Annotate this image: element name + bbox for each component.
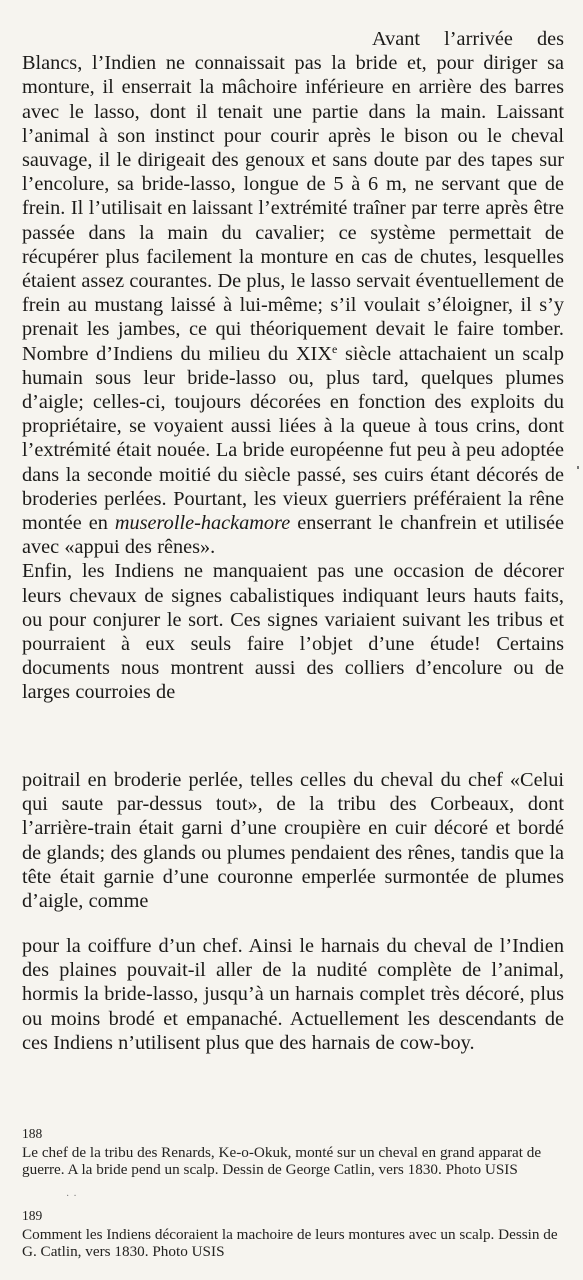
figure-caption-189: [22, 1207, 564, 1261]
text-block-middle: [22, 768, 564, 913]
margin-speck: [577, 466, 579, 469]
text-block-top: [22, 27, 564, 705]
paragraph-decorations: Enfin, les Indiens ne manquaient pas une occasion de décorer leurs chevaux de signes cabalistiques indiquant leurs hauts faits, ou pour conjurer le sort. Ces signes variaient suivant les tribus et pourraient à eux seuls faire l’objet d’une étude! Certains documents nous montrent aussi des colliers d’encolure ou de larges courroies de: [22, 560, 564, 704]
text-block-bottom: [22, 934, 564, 1055]
caption-text: Comment les Indiens décoraient la machoire de leurs montures avec un scalp. Dessin de G. Catlin, vers 1830. Photo USIS: [22, 1225, 558, 1260]
paragraph-chief-horse: poitrail en broderie perlée, telles celles du cheval du chef «Celui qui saute par-dessus tout», de la tribu des Corbeaux, dont l’arrière-train était garni d’une croupière en cuir décoré et bordé de glands; des glands ou plumes pendaient des rênes, tandis que la tête était garnie d’une couronne emperlée surmontée de plumes d’aigle, comme: [22, 769, 564, 913]
paragraph-text: enserrant le chanfrein et utilisée avec «appui des rênes».: [22, 512, 564, 559]
paragraph-text: Avant l’arrivée des Blancs, l’Indien ne connaissait pas la bride et, pour diriger sa monture, il enserrait la mâchoire inférieure en arrière des barres avec le lasso, dont il tenait une partie dans la main. Laissant l’animal à son instinct pour courir après le bison ou le cheval sauvage, il le dirigeait des genoux et sans doute par des tapes sur l’encolure, sa bride-lasso, longue de 5 à 6 m, ne servant que de frein. Il l’utilisait en laissant l’extrémité traîner par terre après être passée dans la main du cavalier; ce système permettait de récupérer plus facilement la monture en cas de chutes, lesquelles étaient assez courantes. De plus, le lasso servait éventuellement de frein au mustang laissé à lui-même; s’il voulait s’éloigner, il s’y prenait les jambes, ce qui théoriquement devait le faire tomber. Nombre d’Indiens du milieu du XIX: [22, 28, 564, 365]
superscript-e: e: [331, 341, 338, 356]
print-specks: ··: [66, 1191, 81, 1202]
paragraph-text: siècle attachaient un scalp humain sous leur bride-lasso ou, plus tard, quelques plumes d’aigle; celles-ci, toujours décorées en fonction des exploits du propriétaire, se voyaient aussi liées à la queue à tous crins, dont l’extrémité était nouée. La bride européenne fut peu à peu adoptée dans la seconde moitié du siècle passé, ses cuirs étant décorés de broderies perlées. Pourtant, les vieux guerriers préféraient la rêne montée en: [22, 342, 564, 535]
caption-number: 189: [22, 1208, 43, 1223]
paragraph-bridle-history: [22, 27, 564, 559]
figure-caption-188: [22, 1125, 564, 1179]
caption-number: 188: [22, 1126, 43, 1141]
italic-term: muserolle-hackamore: [114, 512, 291, 535]
caption-text: Le chef de la tribu des Renards, Ke-o-Okuk, monté sur un cheval en grand apparat de guerre. A la bride pend un scalp. Dessin de George Catlin, vers 1830. Photo USIS: [22, 1143, 542, 1178]
paragraph-harness-summary: pour la coiffure d’un chef. Ainsi le harnais du cheval de l’Indien des plaines pouvait-il aller de la nudité complète de l’animal, hormis la bride-lasso, jusqu’à un harnais complet très décoré, plus ou moins brodé et empanaché. Actuellement les descendants de ces Indiens n’utilisent plus que des harnais de cow-boy.: [22, 935, 564, 1054]
